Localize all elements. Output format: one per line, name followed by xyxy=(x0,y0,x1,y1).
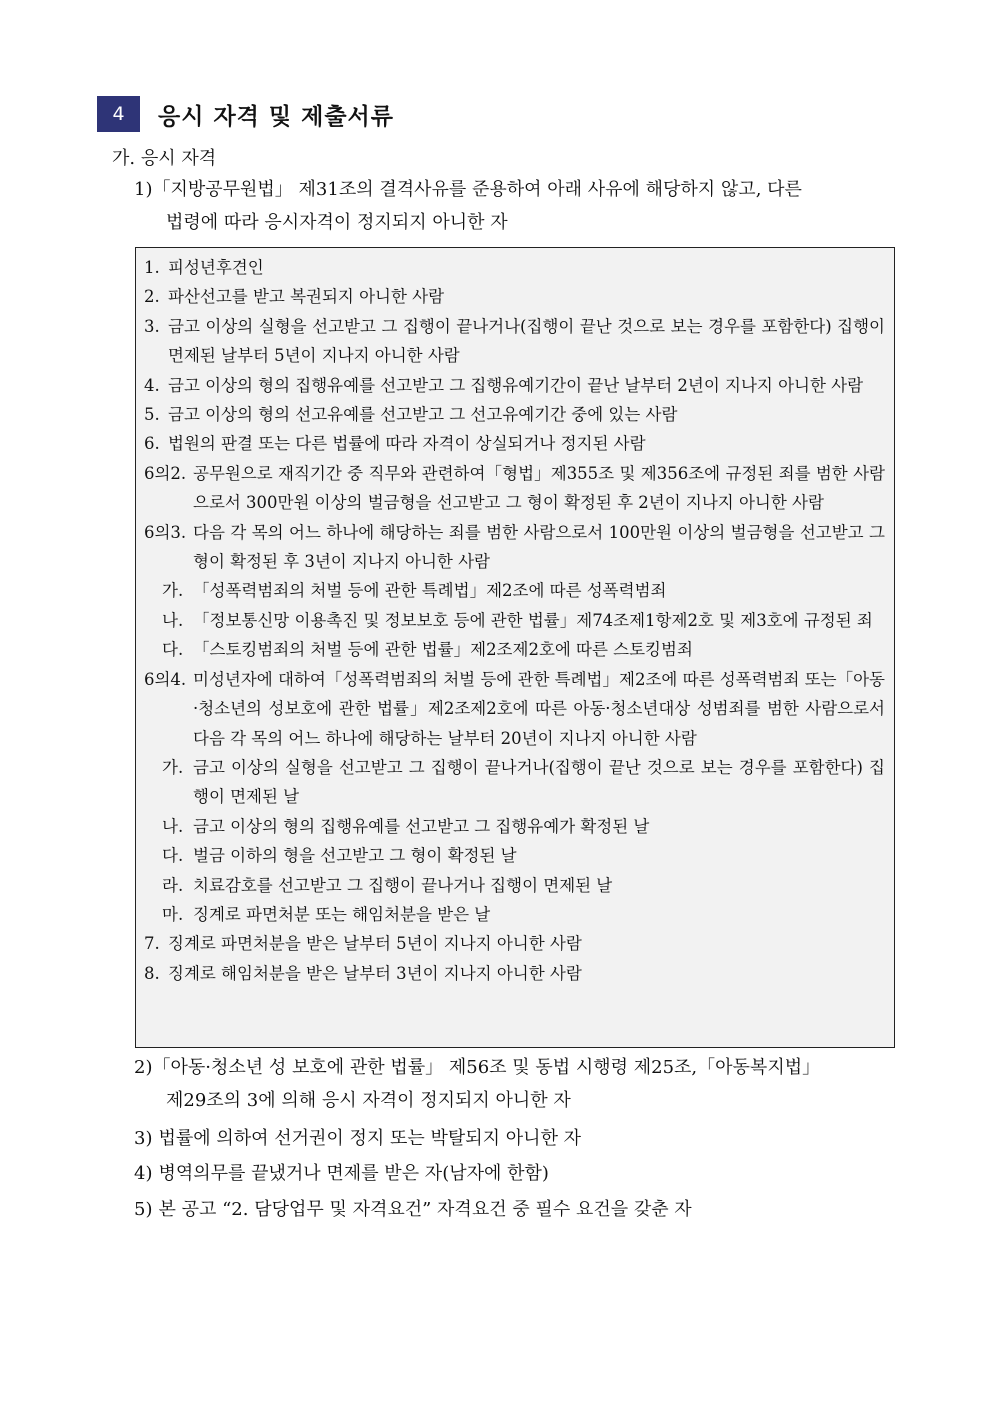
list-item: 5. 금고 이상의 형의 선고유예를 선고받고 그 선고유예기간 중에 있는 사람 xyxy=(144,405,678,425)
qualification-4-text: 병역의무를 끝냈거나 면제를 받은 자(남자에 한함) xyxy=(158,1163,549,1184)
list-subitem: 나. 「정보통신망 이용촉진 및 정보보호 등에 관한 법률」제74조제1항제2호 및 제3호에 규정된 죄 xyxy=(162,610,873,630)
section-header xyxy=(97,96,394,132)
list-subitem: 다. 벌금 이하의 형을 선고받고 그 형이 확정된 날 xyxy=(162,846,517,866)
list-subitem: 마. 징계로 파면처분 또는 해임처분을 받은 날 xyxy=(162,904,491,924)
list-item: 6의2. 공무원으로 재직기간 중 직무와 관련하여「형법」제355조 및 제356조에 규정된 죄를 범한 사람으로서 300만원 이상의 벌금형을 선고받고 그 형이 확정된 후 2년이 지나지 아니한 사람 xyxy=(144,463,885,513)
qualification-5 xyxy=(134,1193,900,1226)
qualification-5-text: 본 공고 “2. 담당업무 및 자격요건” 자격요건 중 필수 요건을 갖춘 자 xyxy=(158,1199,692,1220)
list-item: 8. 징계로 해임처분을 받은 날부터 3년이 지나지 아니한 사람 xyxy=(144,963,582,983)
list-item: 1. 피성년후견인 xyxy=(144,258,264,277)
list-item: 2. 파산선고를 받고 복권되지 아니한 사람 xyxy=(144,287,445,307)
qualification-5-label: 5) xyxy=(134,1199,153,1220)
qualification-2-text-line1: 「아동·청소년 성 보호에 관한 법률」 제56조 및 동법 시행령 제25조,「아동복지법」 xyxy=(152,1057,821,1078)
section-title: 응시 자격 및 제출서류 xyxy=(158,102,394,130)
qualification-4 xyxy=(134,1157,900,1190)
list-item: 3. 금고 이상의 실형을 선고받고 그 집행이 끝나거나(집행이 끝난 것으로 보는 경우를 포함한다) 집행이 면제된 날부터 5년이 지나지 아니한 사람 xyxy=(144,316,885,366)
qualification-1-label: 1) xyxy=(134,179,153,200)
disqualification-box xyxy=(135,247,895,1048)
list-subitem: 나. 금고 이상의 형의 집행유예를 선고받고 그 집행유예가 확정된 날 xyxy=(162,816,650,836)
list-subitem: 라. 치료감호를 선고받고 그 집행이 끝나거나 집행이 면제된 날 xyxy=(162,875,613,895)
list-item: 6의3. 다음 각 목의 어느 하나에 해당하는 죄를 범한 사람으로서 100만원 이상의 벌금형을 선고받고 그 형이 확정된 후 3년이 지나지 아니한 사람 xyxy=(144,522,885,572)
section-number-badge: 4 xyxy=(97,96,140,132)
list-subitem: 다. 「스토킹범죄의 처벌 등에 관한 법률」제2조제2호에 따른 스토킹범죄 xyxy=(162,640,693,660)
list-item: 7. 징계로 파면처분을 받은 날부터 5년이 지나지 아니한 사람 xyxy=(144,934,582,954)
qualification-3-label: 3) xyxy=(134,1128,153,1149)
qualification-3 xyxy=(134,1122,900,1155)
list-item: 6. 법원의 판결 또는 다른 법률에 따라 자격이 상실되거나 정지된 사람 xyxy=(144,434,646,454)
qualification-2-text-line2: 제29조의 3에 의해 응시 자격이 정지되지 아니한 자 xyxy=(166,1090,571,1111)
list-subitem: 가. 「성폭력범죄의 처벌 등에 관한 특례법」제2조에 따른 성폭력범죄 xyxy=(162,581,667,601)
list-item: 4. 금고 이상의 형의 집행유예를 선고받고 그 집행유예기간이 끝난 날부터 2년이 지나지 아니한 사람 xyxy=(144,375,864,395)
list-item: 6의4. 미성년자에 대하여「성폭력범죄의 처벌 등에 관한 특례법」제2조에 따른 성폭력범죄 또는「아동·청소년의 성보호에 관한 법률」제2조제2호에 따른 아동·청소년대상 성범죄를 범한 사람으로서 다음 각 목의 어느 하나에 해당하는 날부터 20년이 지나지 아니한 사람 xyxy=(144,669,885,748)
qualification-1 xyxy=(134,173,900,239)
list-subitem: 가. 금고 이상의 실형을 선고받고 그 집행이 끝나거나(집행이 끝난 것으로 보는 경우를 포함한다) 집행이 면제된 날 xyxy=(162,757,885,807)
qualification-3-text: 법률에 의하여 선거권이 정지 또는 박탈되지 아니한 자 xyxy=(158,1128,582,1149)
qualification-2 xyxy=(134,1051,900,1117)
qualification-1-text-line1: 「지방공무원법」 제31조의 결격사유를 준용하여 아래 사유에 해당하지 않고, 다른 xyxy=(152,179,802,200)
qualification-2-label: 2) xyxy=(134,1057,153,1078)
qualification-1-text-line2: 법령에 따라 응시자격이 정지되지 아니한 자 xyxy=(166,212,508,233)
subsection-label: 가. 응시 자격 xyxy=(112,148,217,169)
qualification-4-label: 4) xyxy=(134,1163,153,1184)
